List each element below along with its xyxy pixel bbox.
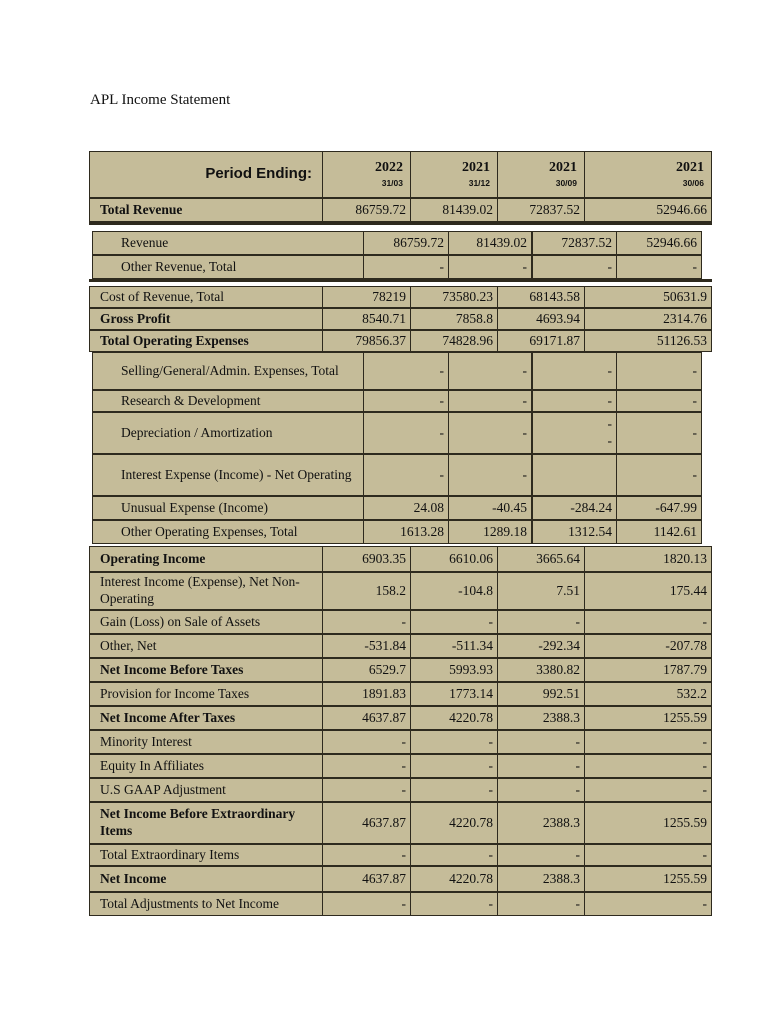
row-label: Net Income Before Taxes: [89, 658, 323, 682]
row-value: -: [322, 892, 411, 916]
row-value: 86759.72: [363, 231, 449, 255]
row-value: 81439.02: [448, 231, 532, 255]
period-header-3: [497, 151, 585, 198]
row-value: 4637.87: [322, 706, 411, 730]
table-row: [89, 255, 712, 279]
row-value: -: [448, 390, 532, 412]
table-row: [89, 634, 712, 658]
table-row: [89, 802, 712, 844]
row-value: 4220.78: [410, 706, 498, 730]
row-value: 72837.52: [497, 198, 585, 222]
period-date: 31/12: [468, 177, 490, 188]
table-row: [89, 454, 712, 496]
row-value: 1787.79: [584, 658, 712, 682]
section-divider: [89, 279, 712, 282]
table-row: [89, 610, 712, 634]
row-value: 4693.94: [497, 308, 585, 330]
period-year: 2021: [676, 160, 704, 175]
row-value: 72837.52: [532, 231, 617, 255]
row-value: -: [497, 730, 585, 754]
row-value: -104.8: [410, 572, 498, 610]
row-label: Total Revenue: [89, 198, 323, 222]
row-label: Interest Expense (Income) - Net Operating: [92, 454, 364, 496]
row-value: 1142.61: [616, 520, 702, 544]
row-value: 7.51: [497, 572, 585, 610]
row-value: 52946.66: [616, 231, 702, 255]
row-value: 6610.06: [410, 546, 498, 572]
row-value: -: [363, 255, 449, 279]
row-value: -: [322, 730, 411, 754]
row-value: -: [584, 754, 712, 778]
row-label: Total Adjustments to Net Income: [89, 892, 323, 916]
page-title: APL Income Statement: [90, 92, 231, 108]
row-value: 6529.7: [322, 658, 411, 682]
row-label: Other Operating Expenses, Total: [92, 520, 364, 544]
row-value: 74828.96: [410, 330, 498, 352]
row-value: -647.99: [616, 496, 702, 520]
table-row: [89, 412, 712, 454]
table-row: [89, 390, 712, 412]
row-value: 81439.02: [410, 198, 498, 222]
row-label: Other Revenue, Total: [92, 255, 364, 279]
row-value: -284.24: [532, 496, 617, 520]
row-value: -: [448, 412, 532, 454]
table-row: [89, 730, 712, 754]
row-label: Minority Interest: [89, 730, 323, 754]
row-value: 532.2: [584, 682, 712, 706]
row-value: -: [532, 352, 617, 390]
row-value: -: [616, 454, 702, 496]
row-value: - -: [532, 412, 617, 454]
row-value: -: [363, 412, 449, 454]
row-value: -: [410, 892, 498, 916]
row-value: 8540.71: [322, 308, 411, 330]
row-value: -: [448, 454, 532, 496]
row-label: Total Extraordinary Items: [89, 844, 323, 866]
row-value: 1891.83: [322, 682, 411, 706]
row-value: [532, 454, 617, 496]
row-value: -: [322, 754, 411, 778]
row-value: -: [322, 844, 411, 866]
row-value: -: [532, 255, 617, 279]
row-value: -: [322, 610, 411, 634]
row-value: 158.2: [322, 572, 411, 610]
row-value: 4637.87: [322, 802, 411, 844]
row-label: Depreciation / Amortization: [92, 412, 364, 454]
row-value: 175.44: [584, 572, 712, 610]
period-year: 2021: [549, 160, 577, 175]
row-value: 3665.64: [497, 546, 585, 572]
row-value: 79856.37: [322, 330, 411, 352]
period-date: 30/09: [555, 177, 577, 188]
row-value: -: [410, 730, 498, 754]
row-label: Interest Income (Expense), Net Non-Operating: [89, 572, 323, 610]
period-header-4: [584, 151, 712, 198]
row-value: 4637.87: [322, 866, 411, 892]
row-label: Net Income After Taxes: [89, 706, 323, 730]
row-label: Gain (Loss) on Sale of Assets: [89, 610, 323, 634]
row-value: -: [410, 844, 498, 866]
table-row: [89, 330, 712, 352]
row-value: 52946.66: [584, 198, 712, 222]
table-row: [89, 286, 712, 308]
period-year: 2022: [375, 160, 403, 175]
row-value: 1312.54: [532, 520, 617, 544]
section-divider: [89, 222, 712, 225]
row-label: Selling/General/Admin. Expenses, Total: [92, 352, 364, 390]
row-label: Cost of Revenue, Total: [89, 286, 323, 308]
row-value: -: [497, 610, 585, 634]
row-label: Operating Income: [89, 546, 323, 572]
row-value: 2388.3: [497, 706, 585, 730]
row-label: Gross Profit: [89, 308, 323, 330]
table-row: [89, 231, 712, 255]
row-value: -: [584, 778, 712, 802]
row-value: -: [616, 412, 702, 454]
row-value: 50631.9: [584, 286, 712, 308]
row-value: -: [532, 390, 617, 412]
period-ending-label: Period Ending:: [89, 151, 323, 198]
row-value: 24.08: [363, 496, 449, 520]
table-row: [89, 658, 712, 682]
row-value: 2314.76: [584, 308, 712, 330]
table-row: [89, 572, 712, 610]
row-label: Revenue: [92, 231, 364, 255]
table-row: [89, 496, 712, 520]
row-value: -: [322, 778, 411, 802]
period-date: 31/03: [381, 177, 403, 188]
row-value: 3380.82: [497, 658, 585, 682]
row-label: Equity In Affiliates: [89, 754, 323, 778]
row-value: -: [448, 352, 532, 390]
table-row: [89, 352, 712, 390]
row-value: -: [616, 390, 702, 412]
row-value: -: [616, 352, 702, 390]
row-value: 4220.78: [410, 802, 498, 844]
row-value: 68143.58: [497, 286, 585, 308]
row-value: 78219: [322, 286, 411, 308]
table-row: [89, 546, 712, 572]
row-value: 7858.8: [410, 308, 498, 330]
row-value: -40.45: [448, 496, 532, 520]
row-value: -: [584, 892, 712, 916]
table-row: [89, 754, 712, 778]
row-value: 73580.23: [410, 286, 498, 308]
row-label: Other, Net: [89, 634, 323, 658]
row-value: -: [584, 610, 712, 634]
row-value: -: [410, 754, 498, 778]
period-date: 30/06: [682, 177, 704, 188]
row-value: 1820.13: [584, 546, 712, 572]
row-value: 51126.53: [584, 330, 712, 352]
table-row: [89, 308, 712, 330]
table-row: [89, 778, 712, 802]
row-value: -: [410, 778, 498, 802]
row-value: -: [616, 255, 702, 279]
row-value: -511.34: [410, 634, 498, 658]
row-value: 1255.59: [584, 706, 712, 730]
income-statement-table: [89, 151, 712, 916]
row-value: 2388.3: [497, 802, 585, 844]
statement-rows: [89, 198, 712, 916]
row-value: -: [410, 610, 498, 634]
period-year: 2021: [462, 160, 490, 175]
row-value: -: [584, 730, 712, 754]
row-label: Provision for Income Taxes: [89, 682, 323, 706]
row-value: -207.78: [584, 634, 712, 658]
row-value: 1613.28: [363, 520, 449, 544]
table-row: [89, 198, 712, 222]
row-value: -: [497, 892, 585, 916]
row-value: 6903.35: [322, 546, 411, 572]
period-header-1: [322, 151, 411, 198]
row-value: 5993.93: [410, 658, 498, 682]
row-value: 86759.72: [322, 198, 411, 222]
row-label: Unusual Expense (Income): [92, 496, 364, 520]
row-value: 69171.87: [497, 330, 585, 352]
row-value: 1773.14: [410, 682, 498, 706]
row-value: -: [363, 390, 449, 412]
row-value: 1289.18: [448, 520, 532, 544]
row-value: 1255.59: [584, 866, 712, 892]
row-value: 1255.59: [584, 802, 712, 844]
table-row: [89, 682, 712, 706]
row-value: -292.34: [497, 634, 585, 658]
row-value: -: [584, 844, 712, 866]
row-value: -: [497, 844, 585, 866]
row-value: 992.51: [497, 682, 585, 706]
row-label: Net Income: [89, 866, 323, 892]
table-row: [89, 844, 712, 866]
row-value: -531.84: [322, 634, 411, 658]
table-row: [89, 892, 712, 916]
row-label: U.S GAAP Adjustment: [89, 778, 323, 802]
table-row: [89, 520, 712, 544]
row-value: -: [448, 255, 532, 279]
table-row: [89, 706, 712, 730]
row-value: 4220.78: [410, 866, 498, 892]
row-label: Net Income Before Extraordinary Items: [89, 802, 323, 844]
row-value: 2388.3: [497, 866, 585, 892]
row-value: -: [363, 352, 449, 390]
row-value: -: [363, 454, 449, 496]
row-label: Total Operating Expenses: [89, 330, 323, 352]
row-value: -: [497, 778, 585, 802]
row-label: Research & Development: [92, 390, 364, 412]
table-row: [89, 866, 712, 892]
row-value: -: [497, 754, 585, 778]
header-row: [89, 151, 712, 198]
period-header-2: [410, 151, 498, 198]
